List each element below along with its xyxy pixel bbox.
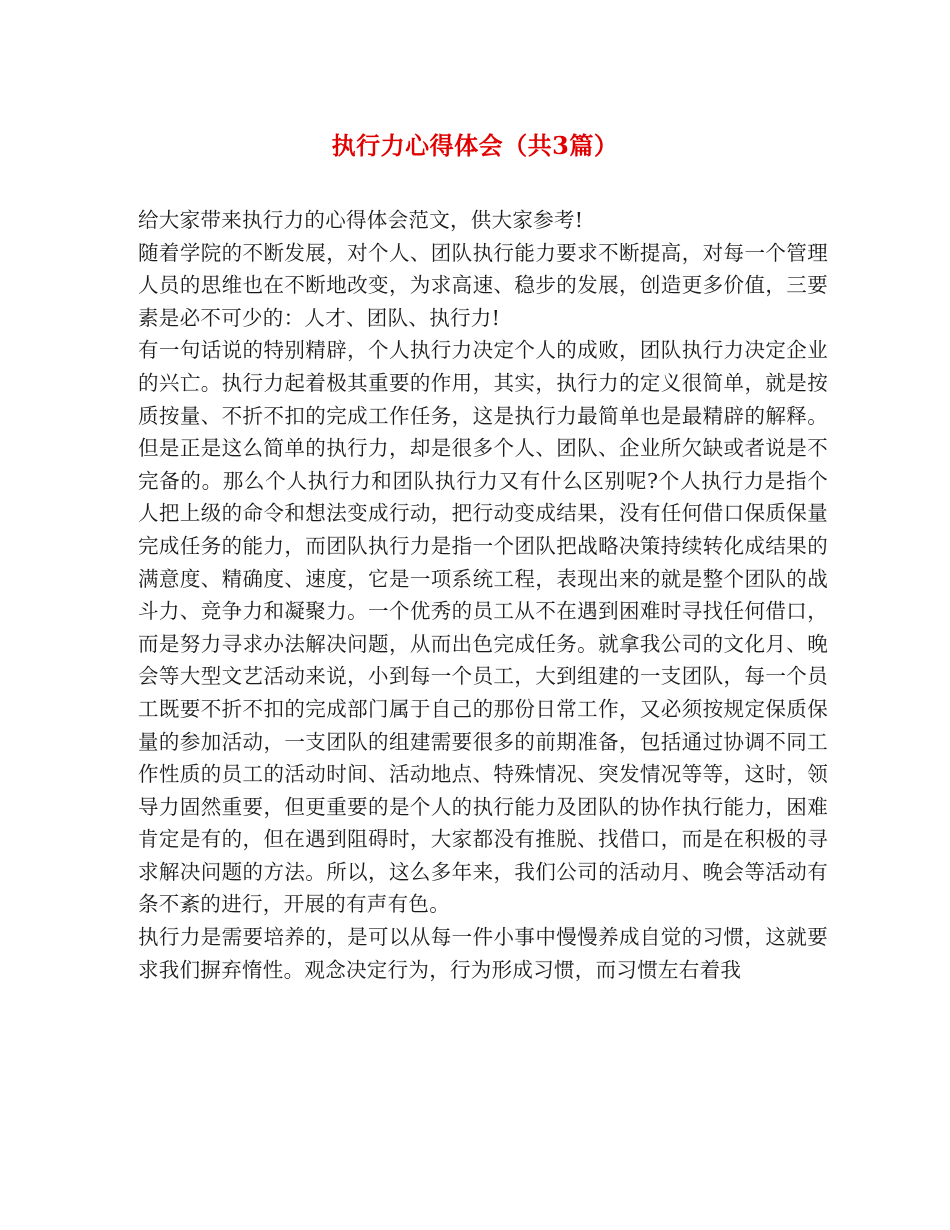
document-body: [138, 204, 828, 986]
paragraph-development: 随着学院的不断发展，对个人、团队执行能力要求不断提高，对每一个管理人员的思维也在不断地改变，为求高速、稳步的发展，创造更多价值，三要素是必不可少的：人才、团队、执行力!: [138, 240, 828, 330]
paragraph-intro: 给大家带来执行力的心得体会范文，供大家参考!: [138, 208, 584, 232]
paragraph-habit: 执行力是需要培养的，是可以从每一件小事中慢慢养成自觉的习惯，这就要求我们摒弃惰性。观念决定行为，行为形成习惯，而习惯左右着我: [138, 925, 828, 982]
paragraph-execution-definition: 有一句话说的特别精辟，个人执行力决定个人的成败，团队执行力决定企业的兴亡。执行力起着极其重要的作用，其实，执行力的定义很简单，就是按质按量、不折不扣的完成工作任务，这是执行力最简单也是最精辟的解释。但是正是这么简单的执行力，却是很多个人、团队、企业所欠缺或者说是不完备的。那么个人执行力和团队执行力又有什么区别呢?个人执行力是指个人把上级的命令和想法变成行动，把行动变成结果，没有任何借口保质保量完成任务的能力，而团队执行力是指一个团队把战略决策持续转化成结果的满意度、精确度、速度，它是一项系统工程，表现出来的就是整个团队的战斗力、竞争力和凝聚力。一个优秀的员工从不在遇到困难时寻找任何借口，而是努力寻求办法解决问题，从而出色完成任务。就拿我公司的文化月、晚会等大型文艺活动来说，小到每一个员工，大到组建的一支团队，每一个员工既要不折不扣的完成部门属于自己的那份日常工作，又必须按规定保质保量的参加活动，一支团队的组建需要很多的前期准备，包括通过协调不同工作性质的员工的活动时间、活动地点、特殊情况、突发情况等等，这时，领导力固然重要，但更重要的是个人的执行能力及团队的协作执行能力，困难肯定是有的，但在遇到阻碍时，大家都没有推脱、找借口，而是在积极的寻求解决问题的方法。所以，这么多年来，我们公司的活动月、晚会等活动有条不紊的进行，开展的有声有色。: [138, 338, 828, 917]
document-title: 执行力心得体会（共3篇）: [331, 131, 619, 160]
